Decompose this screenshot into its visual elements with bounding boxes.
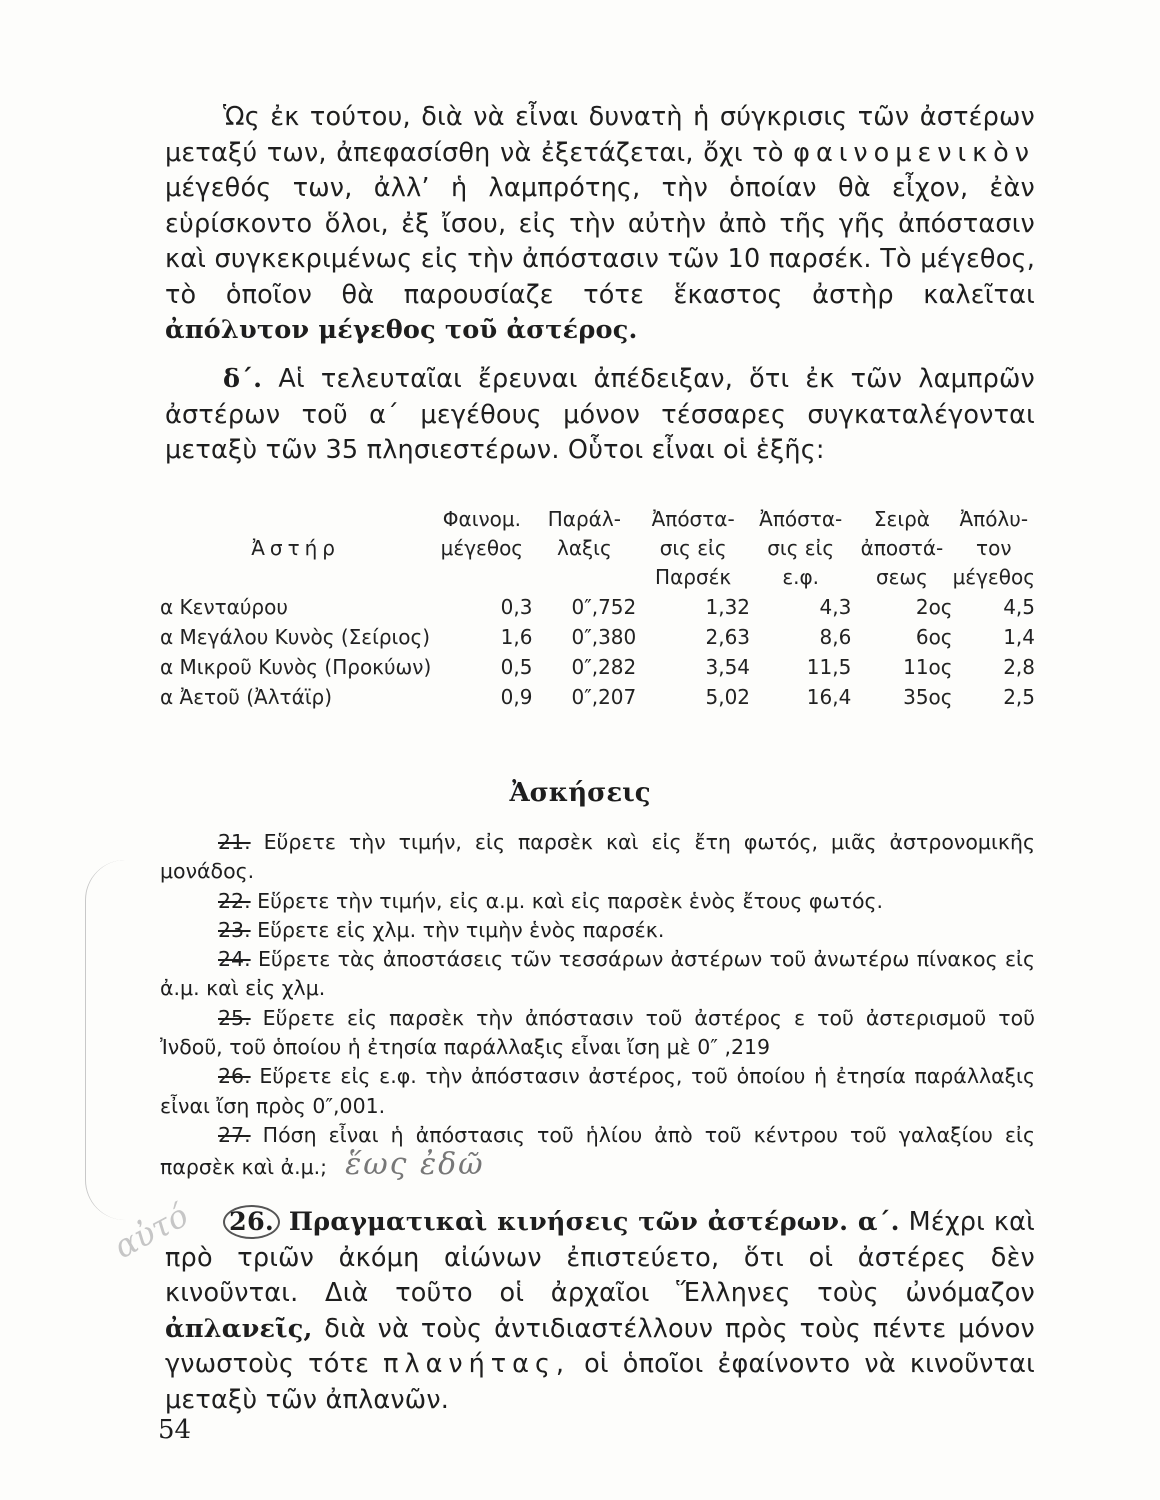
bold-term: ἀπλανεῖς, (165, 1313, 313, 1344)
subsection-label: α΄. (848, 1207, 900, 1237)
paragraph-text: Ὡς ἐκ τούτου, διὰ νὰ εἶναι δυνατὴ ἡ σύγκρισις τῶν ἀστέρων μεταξύ των, ἀπεφασίσθη νὰ ἐξετάζεται, ὄχι τὸ (165, 102, 1035, 168)
subsection-label: δ΄. (223, 364, 263, 394)
parallax: 0″,207 (571, 685, 637, 709)
header-distance-lightyears: Ἀπόστα- σις εἰς ε.φ. (759, 507, 843, 589)
parallax: 0″,752 (571, 595, 637, 619)
apparent-magnitude: 1,6 (500, 625, 533, 649)
paragraph-text: Μέχρι καὶ πρὸ τριῶν ἀκόμη αἰώνων ἐπιστεύετο, ὅτι οἱ ἀστέρες δὲν κινοῦνται. Διὰ τοῦτο οἱ ἀρχαῖοι Ἕλληνες τοὺς ὠνόμαζον (165, 1207, 1035, 1308)
distance-parsec: 2,63 (705, 625, 751, 649)
exercise-item: 23. Εὕρετε εἰς χλμ. τὴν τιμὴν ἑνὸς παρσέκ. (218, 917, 665, 942)
distance-lightyears: 11,5 (806, 655, 852, 679)
distance-parsec: 5,02 (705, 685, 751, 709)
paragraph-delta (165, 362, 1035, 469)
section-title: Πραγματικαὶ κινήσεις τῶν ἀστέρων. (288, 1207, 849, 1237)
spaced-term: πλανήτας, (383, 1349, 571, 1379)
absolute-magnitude: 2,8 (1003, 655, 1035, 679)
pencil-bracket-mark (85, 860, 131, 1220)
table-row (160, 652, 1035, 682)
distance-rank: 6ος (915, 625, 953, 649)
paragraph-text: οἱ ὁποῖοι ἐφαίνοντο νὰ κινοῦνται μεταξὺ τῶν ἀπλανῶν. (165, 1349, 1035, 1415)
table-header-row (160, 505, 1035, 592)
absolute-magnitude: 1,4 (1003, 625, 1035, 649)
bold-term: ἀπόλυτον μέγεθος τοῦ ἀστέρος. (165, 315, 638, 345)
exercises-list (160, 828, 1035, 1183)
stars-table (160, 505, 1035, 712)
distance-lightyears: 16,4 (806, 685, 852, 709)
header-apparent-magnitude: Φαινομ. μέγεθος (440, 507, 524, 560)
absolute-magnitude: 2,5 (1003, 685, 1035, 709)
exercises-title: Ἀσκήσεις (509, 778, 651, 808)
distance-rank: 2ος (915, 595, 953, 619)
paragraph-text: διὰ νὰ τοὺς ἀντιδιαστέλλουν πρὸς τοὺς πέντε μόνον γνωστοὺς τότε (165, 1313, 1035, 1379)
table-row (160, 682, 1035, 712)
header-distance-rank: Σειρὰ ἀποστά- σεως (860, 507, 944, 589)
header-absolute-magnitude: Ἀπόλυ- τον μέγεθος (952, 507, 1035, 589)
apparent-magnitude: 0,9 (500, 685, 533, 709)
star-name: α Μεγάλου Κυνὸς (Σείριος) (160, 625, 431, 649)
exercise-item: 21. Εὕρετε τὴν τιμήν, εἰς παρσὲκ καὶ εἰς ἔτη φωτός, μιᾶς ἀστρονομικῆς μονάδος. (160, 830, 1035, 884)
section-26 (165, 1205, 1035, 1418)
exercise-item: 25. Εὕρετε εἰς παρσὲκ τὴν ἀπόστασιν τοῦ ἀστέρος ε τοῦ ἀστερισμοῦ τοῦ Ἰνδοῦ, τοῦ ὁποίου ἡ ἐτησία παράλλαξις εἶναι ἴση μὲ 0″ ,219 (160, 1005, 1035, 1060)
exercise-item: 27. Πόση εἶναι ἡ ἀπόστασις τοῦ ἡλίου ἀπὸ τοῦ κέντρου τοῦ γαλαξίου εἰς παρσὲκ καὶ ἀ.μ.; ἕως ἐδῶ (160, 1122, 1035, 1183)
table-row (160, 592, 1035, 622)
section-number: 26. (223, 1205, 280, 1239)
distance-lightyears: 4,3 (819, 595, 852, 619)
star-name: α Μικροῦ Κυνὸς (Προκύων) (160, 655, 432, 679)
apparent-magnitude: 0,3 (500, 595, 533, 619)
handwritten-note: ἕως ἐδῶ (345, 1147, 485, 1183)
parallax: 0″,380 (571, 625, 637, 649)
distance-parsec: 3,54 (705, 655, 751, 679)
parallax: 0″,282 (571, 655, 637, 679)
star-name: α Κενταύρου (160, 595, 288, 619)
star-name: α Ἀετοῦ (Ἀλτάϊρ) (160, 685, 333, 709)
distance-rank: 35ος (903, 685, 953, 709)
exercise-item: 26. Εὕρετε εἰς ε.φ. τὴν ἀπόστασιν ἀστέρος, τοῦ ὁποίου ἡ ἐτησία παράλλαξις εἶναι ἴση πρὸς 0″,001. (160, 1064, 1035, 1118)
apparent-magnitude: 0,5 (500, 655, 533, 679)
table-row (160, 622, 1035, 652)
distance-rank: 11ος (903, 655, 953, 679)
header-distance-parsec: Ἀπόστα- σις εἰς Παρσέκ (651, 507, 735, 589)
spaced-term: φαινομενικὸν (793, 137, 1035, 168)
distance-lightyears: 8,6 (819, 625, 852, 649)
exercise-item: 22. Εὕρετε τὴν τιμήν, εἰς α.μ. καὶ εἰς παρσὲκ ἑνὸς ἔτους φωτός. (218, 888, 884, 913)
absolute-magnitude: 4,5 (1003, 595, 1035, 619)
pencil-note: αὐτό (107, 1195, 195, 1267)
header-parallax: Παράλ- λαξις (547, 507, 621, 560)
paragraph-text: Αἱ τελευταῖαι ἔρευναι ἀπέδειξαν, ὅτι ἐκ τῶν λαμπρῶν ἀστέρων τοῦ α΄ μεγέθους μόνον τέσσαρες συγκαταλέγονται μεταξὺ τῶν 35 πλησιεστέρων. Οὗτοι εἶναι οἱ ἑξῆς: (165, 364, 1035, 465)
distance-parsec: 1,32 (705, 595, 751, 619)
page-number: 54 (158, 1415, 192, 1445)
exercise-item: 24. Εὕρετε τὰς ἀποστάσεις τῶν τεσσάρων ἀστέρων τοῦ ἀνωτέρω πίνακος εἰς ἀ.μ. καὶ εἰς χλμ. (160, 947, 1035, 1001)
paragraph-text: μέγεθός των, ἀλλ’ ἡ λαμπρότης, τὴν ὁποίαν θὰ εἶχον, ἐὰν εὑρίσκοντο ὅλοι, ἐξ ἴσου, εἰς τὴν αὐτὴν ἀπὸ τῆς γῆς ἀπόστασιν καὶ συγκεκριμένως εἰς τὴν ἀπόστασιν τῶν 10 παρσέκ. Τὸ μέγεθος, τὸ ὁποῖον θὰ παρουσίαζε τότε ἕκαστος ἀστὴρ καλεῖται (165, 173, 1035, 310)
paragraph-absolute-magnitude (165, 100, 1035, 349)
header-star: Ἀστήρ (251, 536, 341, 560)
